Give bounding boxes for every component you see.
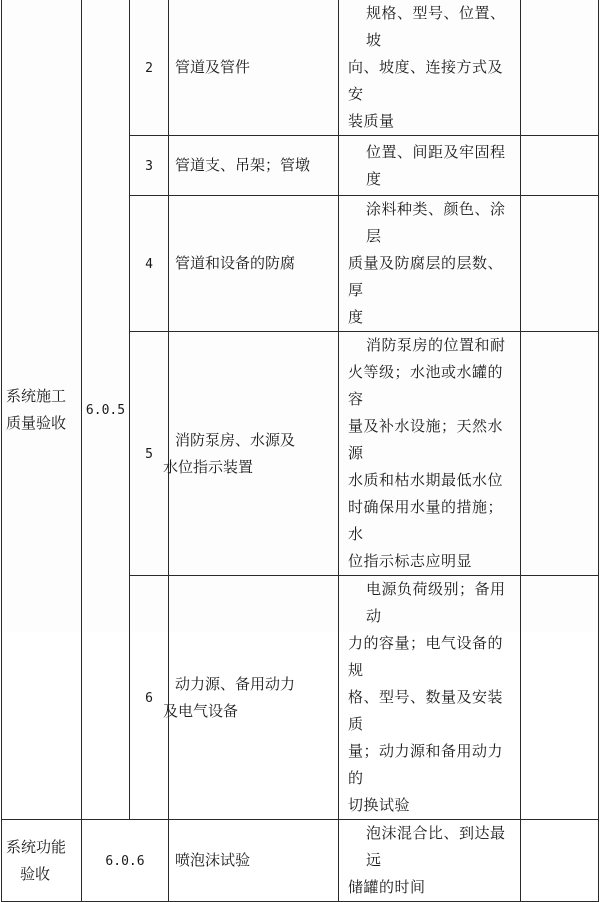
empty-cell <box>521 196 599 332</box>
item-name: 管道及管件 <box>175 58 251 76</box>
check-content-cell <box>339 196 521 332</box>
content-line: 力的容量；电气设备的规 <box>348 634 504 679</box>
item-number: 2 <box>145 60 153 76</box>
content-line: 度 <box>348 308 364 326</box>
item-number-cell <box>130 196 169 332</box>
content-line: 规格、型号、位置、坡 <box>366 4 506 49</box>
clause-code-cell <box>82 820 169 902</box>
category-cell <box>2 0 82 820</box>
content-line: 时确保用水量的措施；水 <box>348 498 504 543</box>
item-number: 4 <box>145 256 153 272</box>
item-name-cell <box>169 196 339 332</box>
item-number: 6 <box>145 690 153 706</box>
empty-cell <box>521 332 599 576</box>
item-name: 消防泵房、水源及 <box>175 430 296 449</box>
category-line: 系统功能 <box>6 837 67 856</box>
check-content-cell <box>339 576 521 820</box>
content-line: 水质和枯水期最低水位 <box>348 471 504 489</box>
empty-cell <box>521 136 599 196</box>
category-line: 系统施工 <box>6 386 67 405</box>
table-row <box>2 820 599 902</box>
category-cell <box>2 820 82 902</box>
item-name: 水位指示装置 <box>163 457 254 476</box>
item-name: 及电气设备 <box>163 701 239 720</box>
content-line: 质量及防腐层的层数、厚 <box>348 254 504 299</box>
item-name-cell <box>163 332 339 576</box>
table-row <box>2 0 599 136</box>
item-number-cell <box>130 136 169 196</box>
check-content-cell <box>339 136 521 196</box>
item-name-cell <box>169 820 339 902</box>
item-number-cell <box>130 0 169 136</box>
content-line: 量及补水设施；天然水源 <box>348 417 504 462</box>
content-line: 消防泵房的位置和耐 <box>366 336 506 354</box>
check-content-cell <box>339 332 521 576</box>
check-content-cell <box>339 820 521 902</box>
content-line: 切换试验 <box>348 796 411 814</box>
item-name: 喷泡沫试验 <box>175 851 251 869</box>
clause-code-cell <box>82 0 130 820</box>
content-line: 位置、间距及牢固程度 <box>366 142 506 188</box>
item-name: 管道支、吊架；管墩 <box>175 156 311 174</box>
clause-code: 6.0.5 <box>85 402 126 418</box>
content-line: 位指示标志应明显 <box>348 552 473 570</box>
item-number: 3 <box>145 158 153 174</box>
content-line: 格、型号、数量及安装质 <box>348 688 504 733</box>
content-line: 量；动力源和备用动力的 <box>348 742 504 787</box>
category-line: 质量验收 <box>6 413 67 432</box>
item-number: 5 <box>145 446 153 462</box>
empty-cell <box>521 820 599 902</box>
content-line: 火等级；水池或水罐的容 <box>348 363 504 408</box>
content-line: 储罐的时间 <box>348 878 426 896</box>
category-line: 验收 <box>20 864 51 883</box>
content-line: 泡沫混合比、到达最远 <box>366 824 506 869</box>
check-content-cell <box>339 0 521 136</box>
item-name: 动力源、备用动力 <box>175 674 296 693</box>
item-name-cell <box>169 136 339 196</box>
empty-cell <box>521 0 599 136</box>
item-name-cell <box>169 0 339 136</box>
content-line: 向、坡度、连接方式及安 <box>348 58 504 103</box>
content-line: 装质量 <box>348 112 395 130</box>
item-name-cell <box>163 576 339 820</box>
content-line: 电源负荷级别；备用动 <box>366 580 506 625</box>
item-name: 管道和设备的防腐 <box>175 254 296 272</box>
acceptance-table <box>1 0 599 902</box>
content-line: 涂料种类、颜色、涂层 <box>366 200 506 245</box>
empty-cell <box>521 576 599 820</box>
clause-code: 6.0.6 <box>105 853 145 869</box>
